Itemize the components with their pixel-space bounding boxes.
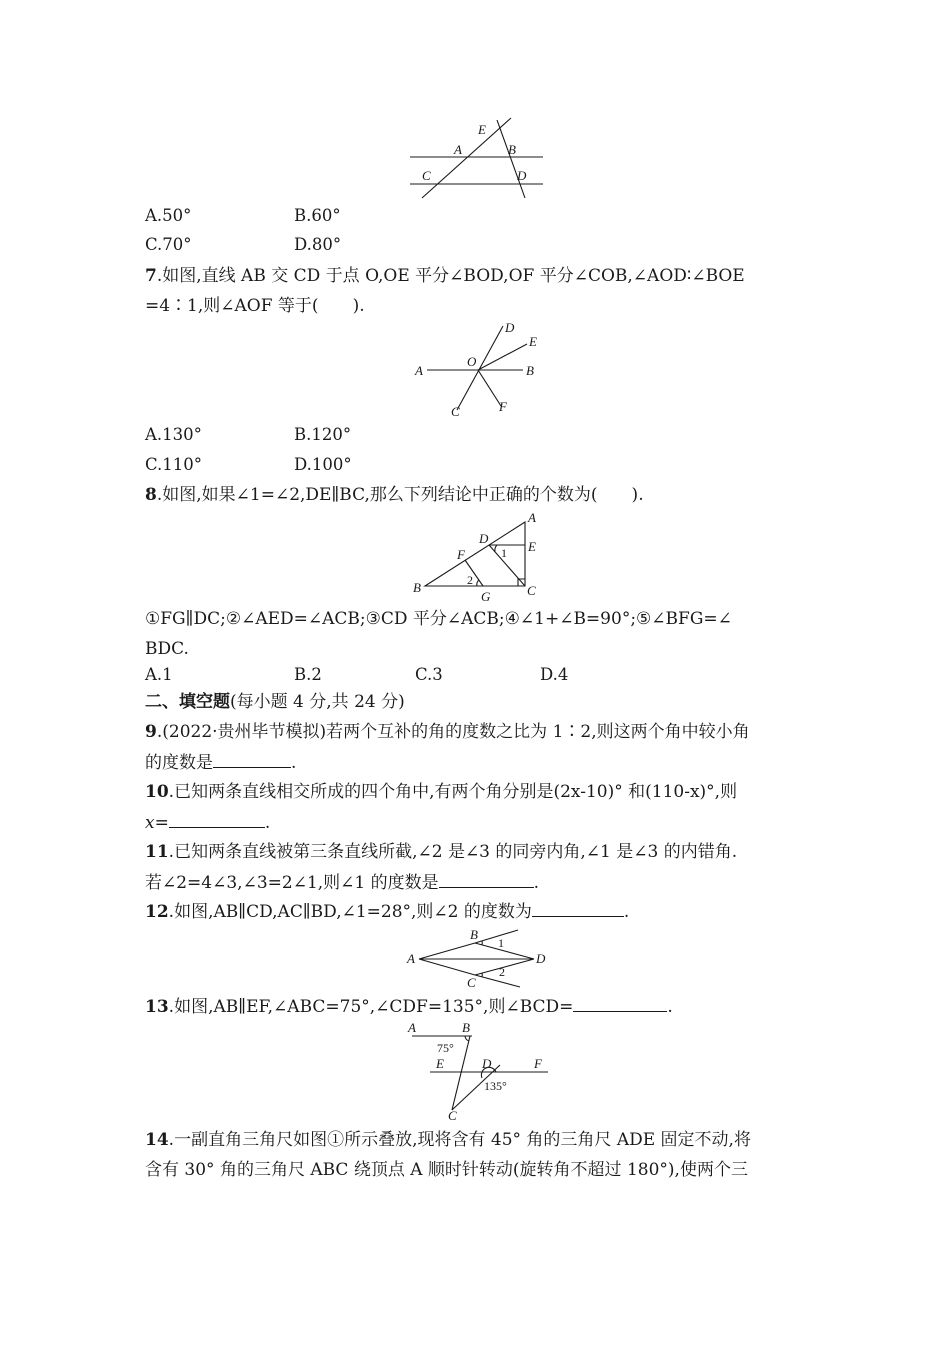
q7-option-c: C.110°: [145, 455, 203, 474]
q7-label-o: O: [467, 354, 477, 369]
q11-answer-blank[interactable]: [439, 871, 534, 888]
q6-option-b: B.60°: [294, 206, 341, 225]
q6-option-a: A.50°: [145, 206, 192, 225]
q11-text-line1: [145, 841, 737, 863]
q13-label-d: D: [482, 1056, 492, 1071]
q7-text-line2: =4∶1,则∠AOF 等于( ).: [145, 296, 365, 316]
q12-line-bd: [475, 943, 534, 959]
q12-answer-blank[interactable]: [532, 900, 624, 917]
q8-label-c: C: [527, 583, 536, 598]
q10-prefix: x=: [145, 813, 169, 833]
q8-statements-line1: ①FG∥DC;②∠AED=∠ACB;③CD 平分∠ACB;④∠1+∠B=90°;⑤∠BFG=∠: [145, 609, 732, 629]
q12-label-b: B: [470, 927, 478, 942]
q8-label-a: A: [528, 510, 536, 525]
q13-prefix: .如图,AB∥EF,∠ABC=75°,∠CDF=135°,则∠BCD=: [168, 997, 574, 1017]
q8-option-d: D.4: [540, 665, 569, 684]
q6-label-b: B: [508, 142, 516, 157]
q8-statements-line2: BDC.: [145, 639, 189, 659]
q8-triangle-abc: [425, 522, 525, 586]
q7-ray-of: [478, 370, 501, 406]
q8-number: 8: [145, 485, 157, 505]
q7-option-a: A.130°: [145, 425, 202, 444]
section2-heading: [145, 691, 405, 713]
q7-label-a: A: [415, 363, 423, 378]
q13-label-e: E: [436, 1056, 444, 1071]
q9-prefix: 的度数是: [145, 753, 213, 773]
q12-line-ab: [419, 943, 475, 959]
q9-number: 9: [145, 722, 157, 742]
q6-label-a: A: [454, 142, 462, 157]
q6-option-d: D.80°: [294, 235, 342, 254]
q11-prefix: 若∠2=4∠3,∠3=2∠1,则∠1 的度数是: [145, 873, 439, 893]
section2-title: 二、填空题: [145, 692, 230, 712]
q12-line-b-ext: [475, 930, 518, 943]
q12-figure: [400, 925, 560, 993]
q8-text-line1: [145, 484, 644, 506]
q10-suffix: .: [264, 813, 271, 833]
q8-text: .如图,如果∠1=∠2,DE∥BC,那么下列结论中正确的个数为( ).: [156, 485, 644, 505]
q12-label-2: 2: [499, 965, 505, 979]
q12-suffix: .: [623, 902, 630, 922]
q10-text-line2: [145, 811, 270, 834]
q10-answer-blank[interactable]: [169, 811, 265, 828]
q14-text-line1: [145, 1129, 751, 1151]
q9-text-line2: [145, 751, 296, 774]
q6-label-d: D: [517, 168, 527, 183]
q7-label-b: B: [526, 363, 534, 378]
q9-text-line1: [145, 721, 750, 743]
q6-figure: [400, 112, 560, 202]
q9-answer-blank[interactable]: [213, 751, 291, 768]
q14-text: .一副直角三角尺如图①所示叠放,现将含有 45° 角的三角尺 ADE 固定不动,将: [168, 1130, 751, 1150]
q6-transversal-2: [497, 120, 525, 198]
q8-label-d: D: [479, 531, 489, 546]
q8-label-g: G: [481, 589, 491, 604]
q7-option-d: D.100°: [294, 455, 352, 474]
q8-label-b: B: [413, 580, 421, 595]
q6-option-c: C.70°: [145, 235, 192, 254]
q7-label-f: F: [499, 399, 507, 414]
q13-line-bc: [452, 1036, 470, 1110]
q12-number: 12: [145, 902, 169, 922]
q14-text-line2: 含有 30° 角的三角尺 ABC 绕顶点 A 顺时针转动(旋转角不超过 180°),使两个三: [145, 1160, 748, 1180]
q14-number: 14: [145, 1130, 169, 1150]
q8-label-1: 1: [501, 546, 507, 560]
q7-text-line1: [145, 265, 745, 287]
q12-text: [145, 900, 629, 923]
q13-label-c: C: [448, 1108, 457, 1123]
q8-option-a: A.1: [145, 665, 173, 684]
q8-label-f: F: [457, 547, 465, 562]
q10-text-line1: [145, 781, 737, 803]
q6-label-c: C: [422, 168, 431, 183]
q6-transversal-1: [422, 118, 511, 198]
q12-line-ac: [419, 959, 475, 975]
q9-suffix: .: [291, 753, 297, 773]
q11-text: .已知两条直线被第三条直线所截,∠2 是∠3 的同旁内角,∠1 是∠3 的内错角.: [168, 842, 738, 862]
q7-figure: [405, 318, 555, 423]
q12-label-a: A: [407, 951, 415, 966]
q13-angle-75-arc: [465, 1036, 469, 1041]
q9-text: .(2022·贵州毕节模拟)若两个互补的角的度数之比为 1∶2,则这两个角中较小角: [156, 722, 750, 742]
q13-suffix: .: [667, 997, 673, 1017]
q8-option-c: C.3: [415, 665, 443, 684]
q12-label-c: C: [467, 975, 476, 990]
q7-label-d: D: [505, 320, 515, 335]
q8-option-b: B.2: [294, 665, 322, 684]
q8-label-e: E: [528, 539, 536, 554]
q7-option-b: B.120°: [294, 425, 352, 444]
q10-number: 10: [145, 782, 169, 802]
q7-label-c: C: [451, 404, 460, 419]
q8-label-2: 2: [467, 573, 473, 587]
q12-label-d: D: [536, 951, 546, 966]
q13-label-a: A: [408, 1020, 416, 1035]
q8-angle-1-arc: [495, 545, 497, 552]
q13-text: [145, 995, 673, 1018]
q13-label-75: 75°: [437, 1041, 454, 1055]
q13-label-f: F: [534, 1056, 542, 1071]
q10-text: .已知两条直线相交所成的四个角中,有两个角分别是(2x-10)° 和(110-x)°,则: [168, 782, 738, 802]
q6-label-e: E: [478, 122, 486, 137]
q13-label-b: B: [462, 1020, 470, 1035]
q12-label-1: 1: [498, 936, 504, 950]
q11-text-line2: [145, 871, 539, 894]
q13-label-135: 135°: [484, 1079, 507, 1093]
q11-suffix: .: [533, 873, 540, 893]
q13-figure: [400, 1020, 560, 1125]
q7-text: .如图,直线 AB 交 CD 于点 O,OE 平分∠BOD,OF 平分∠COB,∠AOD∶∠BOE: [156, 266, 745, 286]
q13-answer-blank[interactable]: [573, 995, 667, 1012]
section2-note: (每小题 4 分,共 24 分): [230, 692, 405, 712]
q11-number: 11: [145, 842, 169, 862]
q13-number: 13: [145, 997, 169, 1017]
q12-prefix: .如图,AB∥CD,AC∥BD,∠1=28°,则∠2 的度数为: [168, 902, 532, 922]
q7-label-e: E: [529, 334, 537, 349]
q8-angle-2-arc: [477, 580, 479, 586]
q7-number: 7: [145, 266, 157, 286]
q7-ray-oe: [478, 344, 527, 370]
q8-figure: [405, 506, 555, 606]
